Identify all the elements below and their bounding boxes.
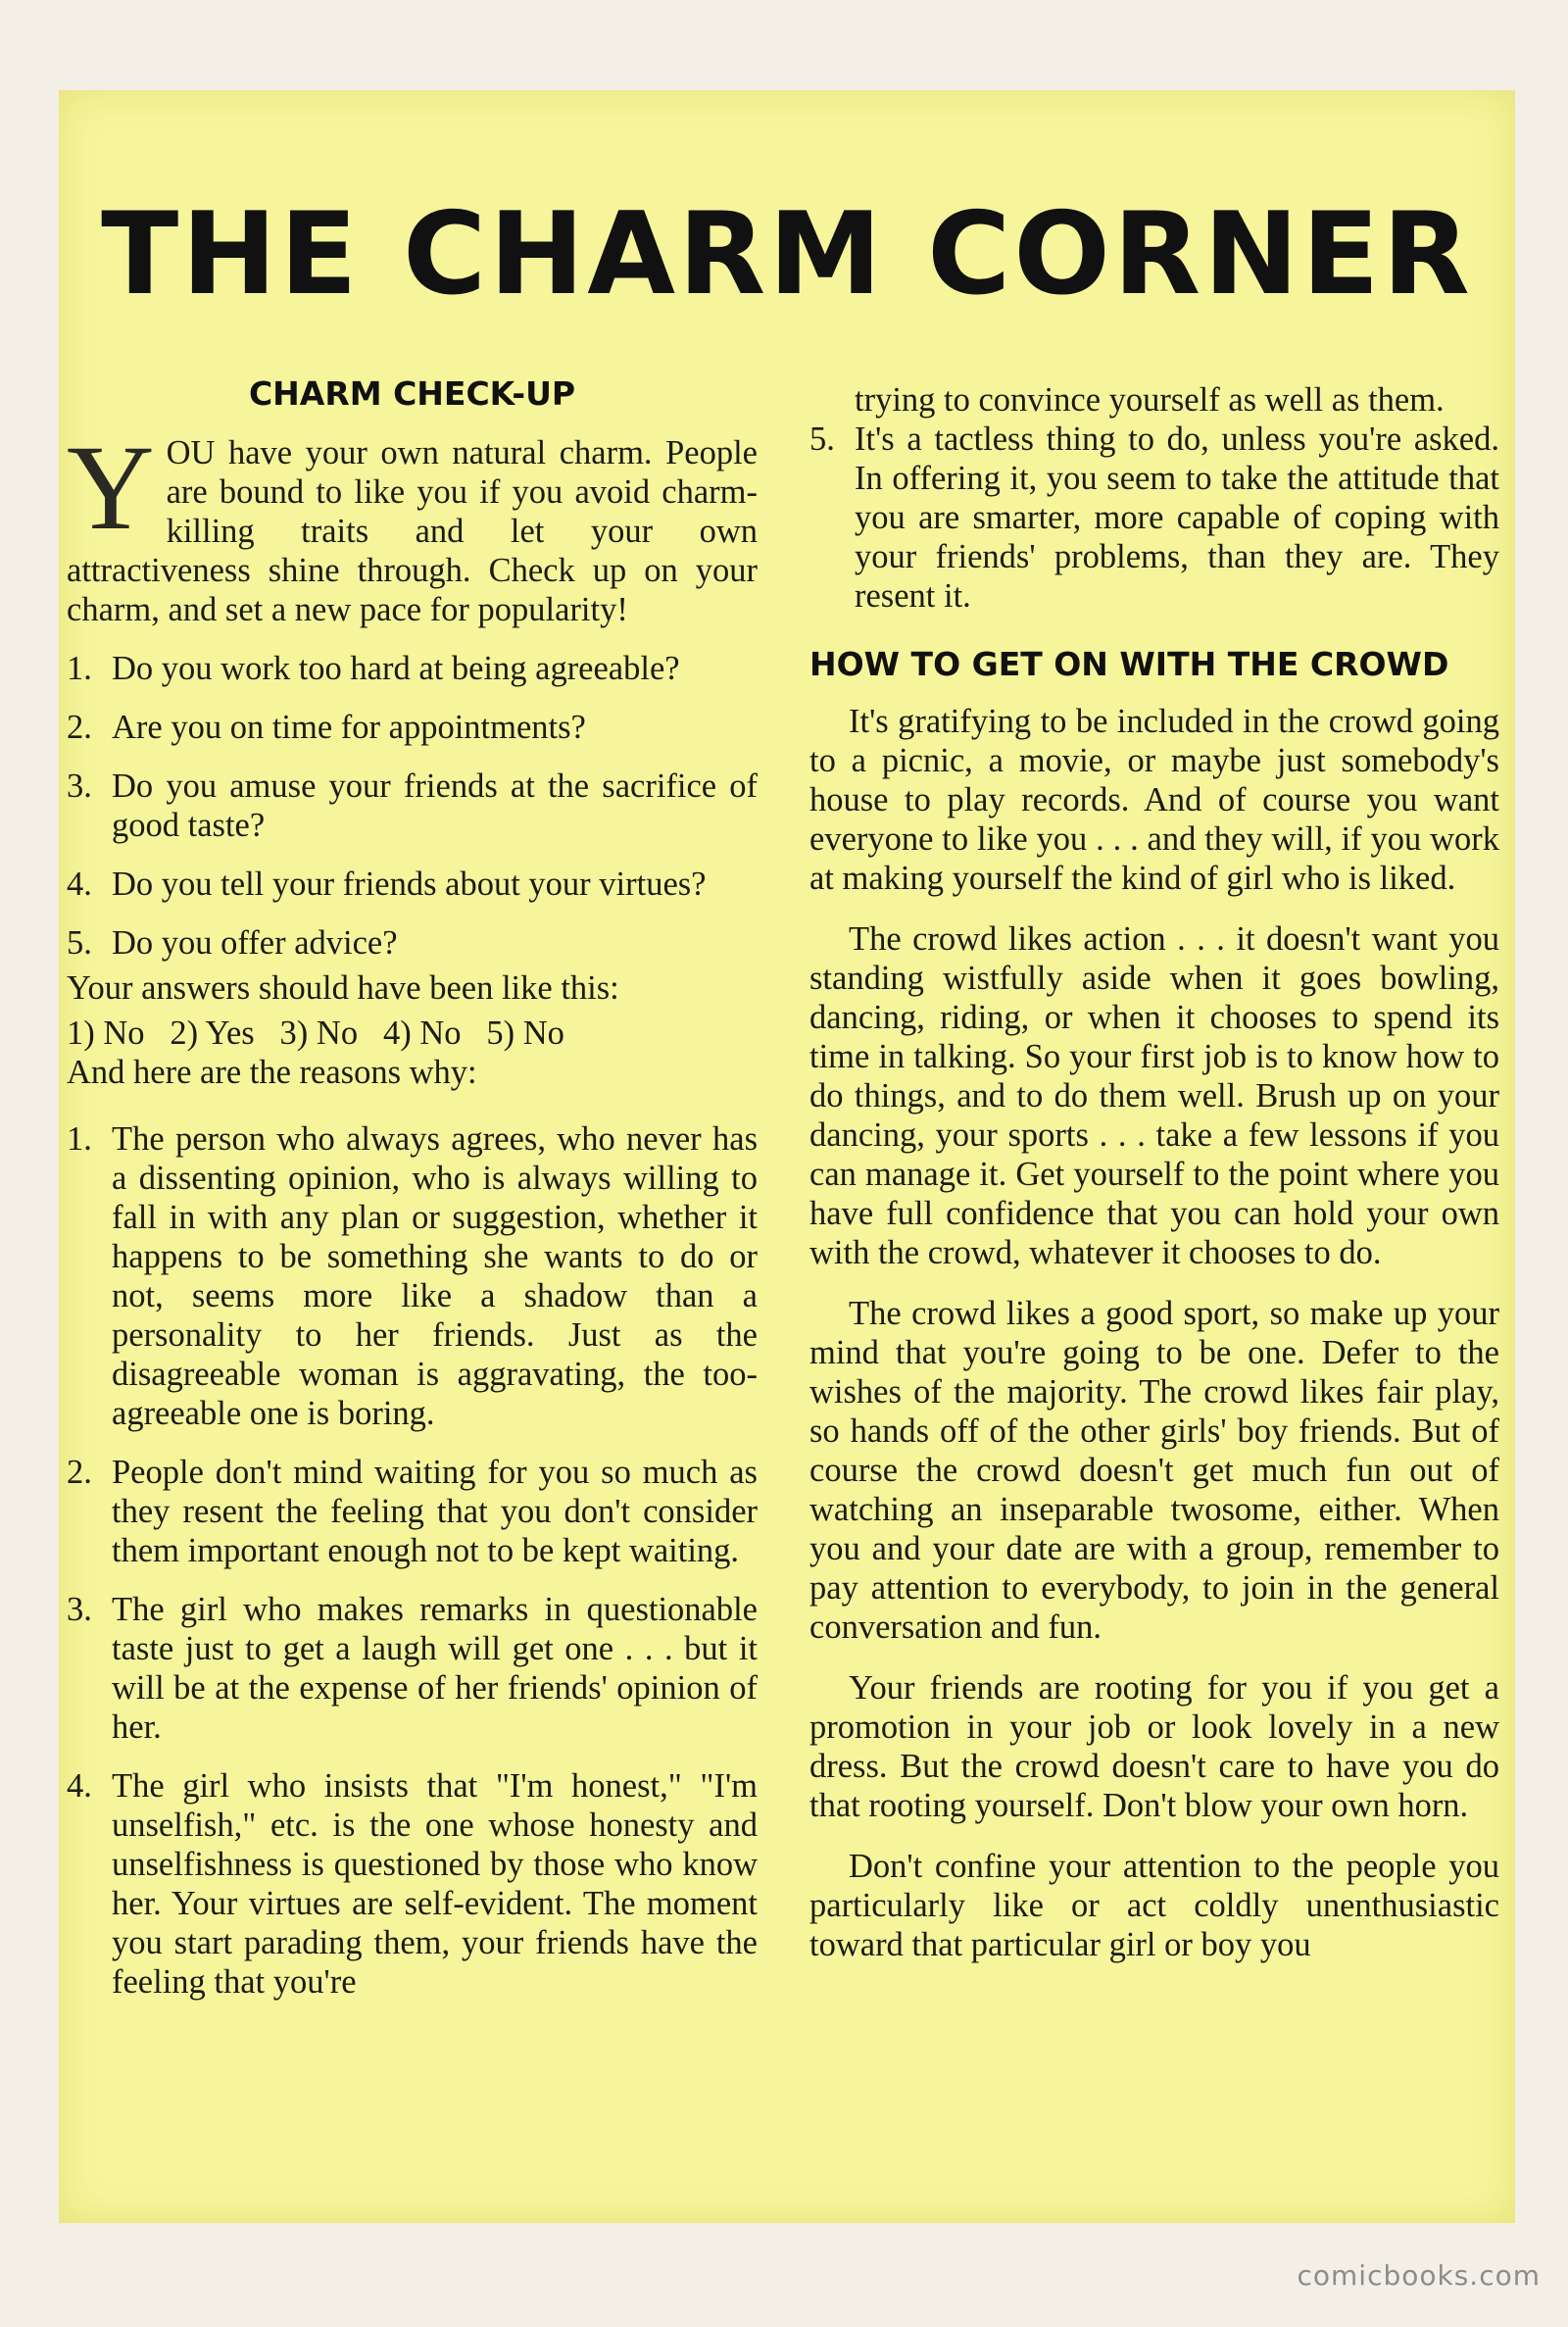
reasons-intro: And here are the reasons why: — [67, 1054, 477, 1091]
reason-item: 2. People don't mind waiting for you so much as they resent the feeling that you don't consider them important enough not to be kept waiting. — [67, 1454, 758, 1569]
crowd-paragraph: Your friends are rooting for you if you get a promotion in your job or look lovely in a new dress. But the crowd doesn't care to have you do that rooting yourself. Don't blow your own horn. — [809, 1669, 1499, 1824]
crowd-paragraph: Don't confine your attention to the people you particularly like or act coldly unenthusiastic toward that particular girl or boy you — [809, 1848, 1499, 1963]
crowd-paragraph: The crowd likes action . . . it doesn't want you standing wistfully aside when it goes bowling, dancing, riding, or when it chooses to spend its time in talking. So your first job is to know how to do things, and to do them well. Brush up on your dancing, your sports . . . take a few lessons if you can manage it. Get yourself to the point where you have full confidence that you can hold your own with the crowd, whatever it chooses to do. — [809, 920, 1499, 1271]
answers-block — [67, 968, 758, 1092]
reason-item: 4. The girl who insists that "I'm honest," "I'm unselfish," etc. is the one whose honesty and unselfishness is questioned by those who know her. Your virtues are self-evident. The moment you start parading them, your friends have the feeling that you're — [67, 1767, 758, 2001]
intro-text: OU have your own natural charm. People are bound to like you if you avoid charm-killing traits and let your own attractiveness shine through. Check up on your charm, and set a new pace for popularity! — [67, 434, 758, 628]
question-item: 2. Are you on time for appointments? — [67, 709, 586, 746]
drop-cap: Y — [67, 421, 155, 555]
reason-item: 5. It's a tactless thing to do, unless you're asked. In offering it, you seem to take the attitude that you are smarter, more capable of coping with your friends' problems, than they are. They resent it. — [809, 421, 1499, 615]
reason-item: 3. The girl who makes remarks in questionable taste just to get a laugh will get one . . . but it will be at the expense of her friends' opinion of her. — [67, 1591, 758, 1746]
left-column — [67, 374, 758, 2002]
answers-line: 1) No 2) Yes 3) No 4) No 5) No — [67, 1015, 564, 1052]
intro-paragraph — [67, 421, 758, 629]
question-item: 4. Do you tell your friends about your virtues? — [67, 866, 707, 903]
page-title: THE CHARM CORNER — [101, 188, 1473, 321]
question-item: 3. Do you amuse your friends at the sacrifice of good taste? — [67, 767, 758, 844]
answers-intro: Your answers should have been like this: — [67, 969, 619, 1007]
continuation-text: trying to convince yourself as well as them. — [855, 381, 1445, 419]
reason-item: 1. The person who always agrees, who never has a dissenting opinion, who is always willing to fall in with any plan or suggestion, whether it happens to be something she wants to do or not, seems more like a shadow than a personality to her friends. Just as the disagreeable woman is aggravating, the too-agreeable one is boring. — [67, 1120, 758, 1432]
question-item: 1. Do you work too hard at being agreeable? — [67, 650, 680, 687]
section-heading-crowd: HOW TO GET ON WITH THE CROWD — [809, 645, 1449, 683]
crowd-paragraph: It's gratifying to be included in the crowd going to a picnic, a movie, or maybe just somebody's house to play records. And of course you want everyone to like you . . . and they will, if you work at making yourself the kind of girl who is liked. — [809, 703, 1499, 897]
watermark: comicbooks.com — [1297, 2259, 1541, 2292]
question-item: 5. Do you offer advice? — [67, 924, 398, 962]
right-column — [809, 380, 1499, 1964]
section-heading-charm-check-up: CHARM CHECK-UP — [248, 374, 576, 413]
crowd-paragraph: The crowd likes a good sport, so make up your mind that you're going to be one. Defer to the wishes of the majority. The crowd likes fair play, so hands off of the other girls' boy friends. But of course the crowd doesn't get much fun out of watching an inseparable twosome, either. When you and your date are with a group, remember to pay attention to everybody, to join in the general conversation and fun. — [809, 1295, 1499, 1646]
